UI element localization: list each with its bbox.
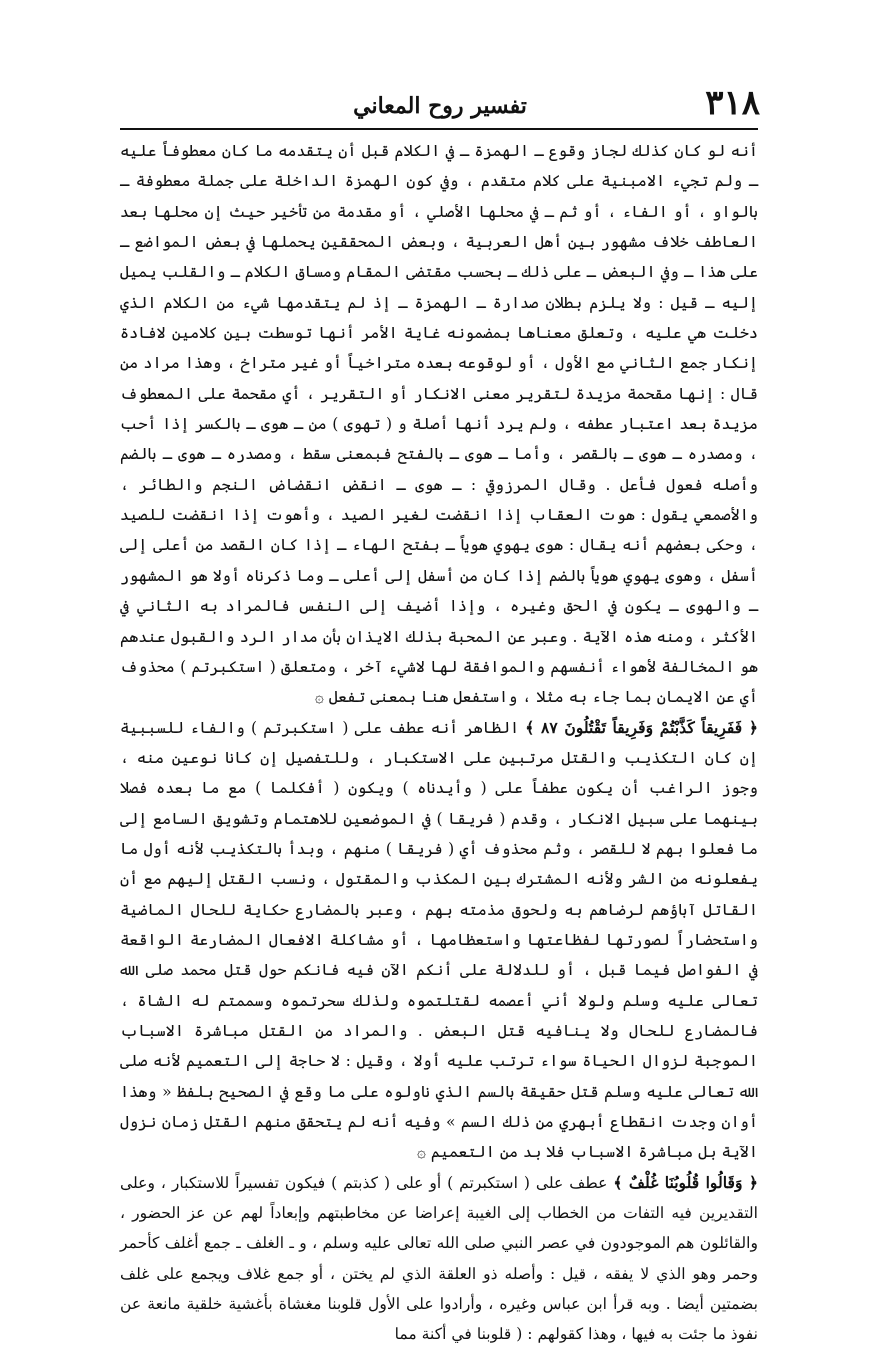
- page-number: ٣١٨: [705, 83, 760, 123]
- commentary-paragraph: [120, 1168, 758, 1350]
- running-title: تفسير روح المعاني: [353, 93, 527, 119]
- body-text: [120, 136, 758, 1350]
- page-header: [120, 80, 760, 130]
- commentary-text: الظاهر أنه عطف على ( استكبرتم ) والفاء للسببية إن كان التكذيب والقتل مرتبين على الاستكبار ، وللتفصيل إن كانا نوعين منه ، وجوز الراغب أن يكون عطفاً على ( وأيدناه ) ويكون ( أفكلما ) مع ما بعده فصلا بينهما على سبيل الانكار ، وقدم ( فريقا ) في الموضعين للاهتمام وتشويق السامع إلى ما فعلوا بهم لا للقصر ، وثم محذوف أي ( فريقا ) منهم ، وبدأ بالتكذيب لأنه أول ما يفعلونه من الشر ولأنه المشترك بين المكذب والمقتول ، ونسب القتل إليهم مع أن القاتل آباؤهم لرضاهم به ولحوق مذمته بهم ، وعبر بالمضارع حكاية للحال الماضية واستحضاراً لصورتها لفظاعتها واستعظامها ، أو مشاكلة الافعال المضارعة الواقعة في الفواصل فيما قبل ، أو للدلالة على أنكم الآن فيه فانكم حول قتل محمد صلى الله تعالى عليه وسلم ولولا أني أعصمه لقتلتموه ولذلك سحرتموه وسممتم له الشاة ، فالمضارع للحال ولا ينافيه قتل البعض . والمراد من القتل مباشرة الاسباب الموجبة لزوال الحياة سواء ترتب عليه أولا ، وقيل : لا حاجة إلى التعميم لأنه صلى الله تعالى عليه وسلم قتل حقيقة بالسم الذي ناولوه على ما وقع في الصحيح بلفظ « وهذا أوان وجدت انقطاع أبهري من ذلك السم » وفيه أنه لم يتحقق منهم القتل زمان نزول الآية بل مباشرة الاسباب فلا بد من التعميم ۞: [120, 718, 758, 1162]
- header-rule: [120, 128, 758, 130]
- commentary-text: أنه لو كان كذلك لجاز وقوع ـ الهمزة ـ في الكلام قبل أن يتقدمه ما كان معطوفاً عليه ـ ولم تجيء الامبنية على كلام متقدم ، وفي كون الهمزة الداخلة على جملة معطوفة ـ بالواو ، أو الفاء ، أو ثم ـ في محلها الأصلي ، أو مقدمة من تأخير حيث إن محلها بعد العاطف خلاف مشهور بين أهل العربية ، وبعض المحققين يحملها في بعض المواضع ـ على هذا ـ وفي البعض ـ على ذلك ـ بحسب مقتضى المقام ومساق الكلام ـ والقلب يميل إليه ـ قيل : ولا يلزم بطلان صدارة ـ الهمزة ـ إذ لم يتقدمها شيء من الكلام الذي دخلت هي عليه ، وتعلق معناها بمضمونه غاية الأمر أنها توسطت بين كلامين لافادة إنكار جمع الثاني مع الأول ، أو لوقوعه بعده متراخياً أو غير متراخ ، وهذا مراد من قال : إنها مقحمة مزيدة لتقرير معنى الانكار أو التقرير ، أي مقحمة على المعطوف مزيدة بعد اعتبار عطفه ، ولم يرد أنها أصلة و ( تهوى ) من ـ هوى ـ بالكسر إذا أحب ، ومصدره ـ هوى ـ بالقصر ، وأما ـ هوى ـ بالفتح فبمعنى سقط ، ومصدره ـ هوى ـ بالضم وأصله فعول فأعل . وقال المرزوقي : ـ هوى ـ انقض انقضاض النجم والطائر ، والأصمعي يقول : هوت العقاب إذا انقضت لغير الصيد ، وأهوت إذا انقضت للصيد ، وحكى بعضهم أنه يقال : هوى يهوي هوياً ـ بفتح الهاء ـ إذا كان القصد من أعلى إلى أسفل ، وهوى يهوي هوياً بالضم إذا كان من أسفل إلى أعلى ـ وما ذكرناه أولا هو المشهور ـ والهوى ـ يكون في الحق وغيره ، وإذا أضيف إلى النفس فالمراد به الثاني في الأكثر ، ومنه هذه الآية . وعبر عن المحبة بذلك الايذان بأن مدار الرد والقبول عندهم هو المخالفة لأهواء أنفسهم والموافقة لها لاشيء آخر ، ومتعلق ( استكبرتم ) محذوف أي عن الايمان بما جاء به مثلا ، واستفعل هنا بمعنى تفعل ۞: [120, 142, 759, 707]
- quranic-verse: ﴿ وَقَالُوا قُلُوبُنَا غُلْفٌ ﴾: [613, 1172, 758, 1192]
- quranic-verse: ﴿ فَفَرِيقاً كَذَّبْتُمْ وَفَرِيقاً تَقْتُلُونَ ٨٧ ﴾: [525, 717, 758, 737]
- commentary-paragraph: [120, 713, 758, 1168]
- commentary-paragraph: [120, 136, 758, 713]
- commentary-text: عطف على ( استكبرتم ) أو على ( كذبتم ) فيكون تفسيراً للاستكبار ، وعلى التقديرين فيه التفات من الخطاب إلى الغيبة إعراضا عن مخاطبتهم وإبعاداً لهم عن عز الحضور ، والقائلون هم الموجودون في عصر النبي صلى الله تعالى عليه وسلم ، و ـ الغلف ـ جمع أغلف كأحمر وحمر وهو الذي لا يفقه ، قيل : وأصله ذو العلقة الذي لم يختن ، أو جمع غلاف ويجمع على غلف بضمتين أيضا . وبه قرأ ابن عباس وغيره ، وأرادوا على الأول قلوبنا مغشاة بأغشية خلقية مانعة عن نفوذ ما جئت به فيها ، وهذا كقولهم : ( قلوبنا في أكنة مما: [120, 1173, 758, 1344]
